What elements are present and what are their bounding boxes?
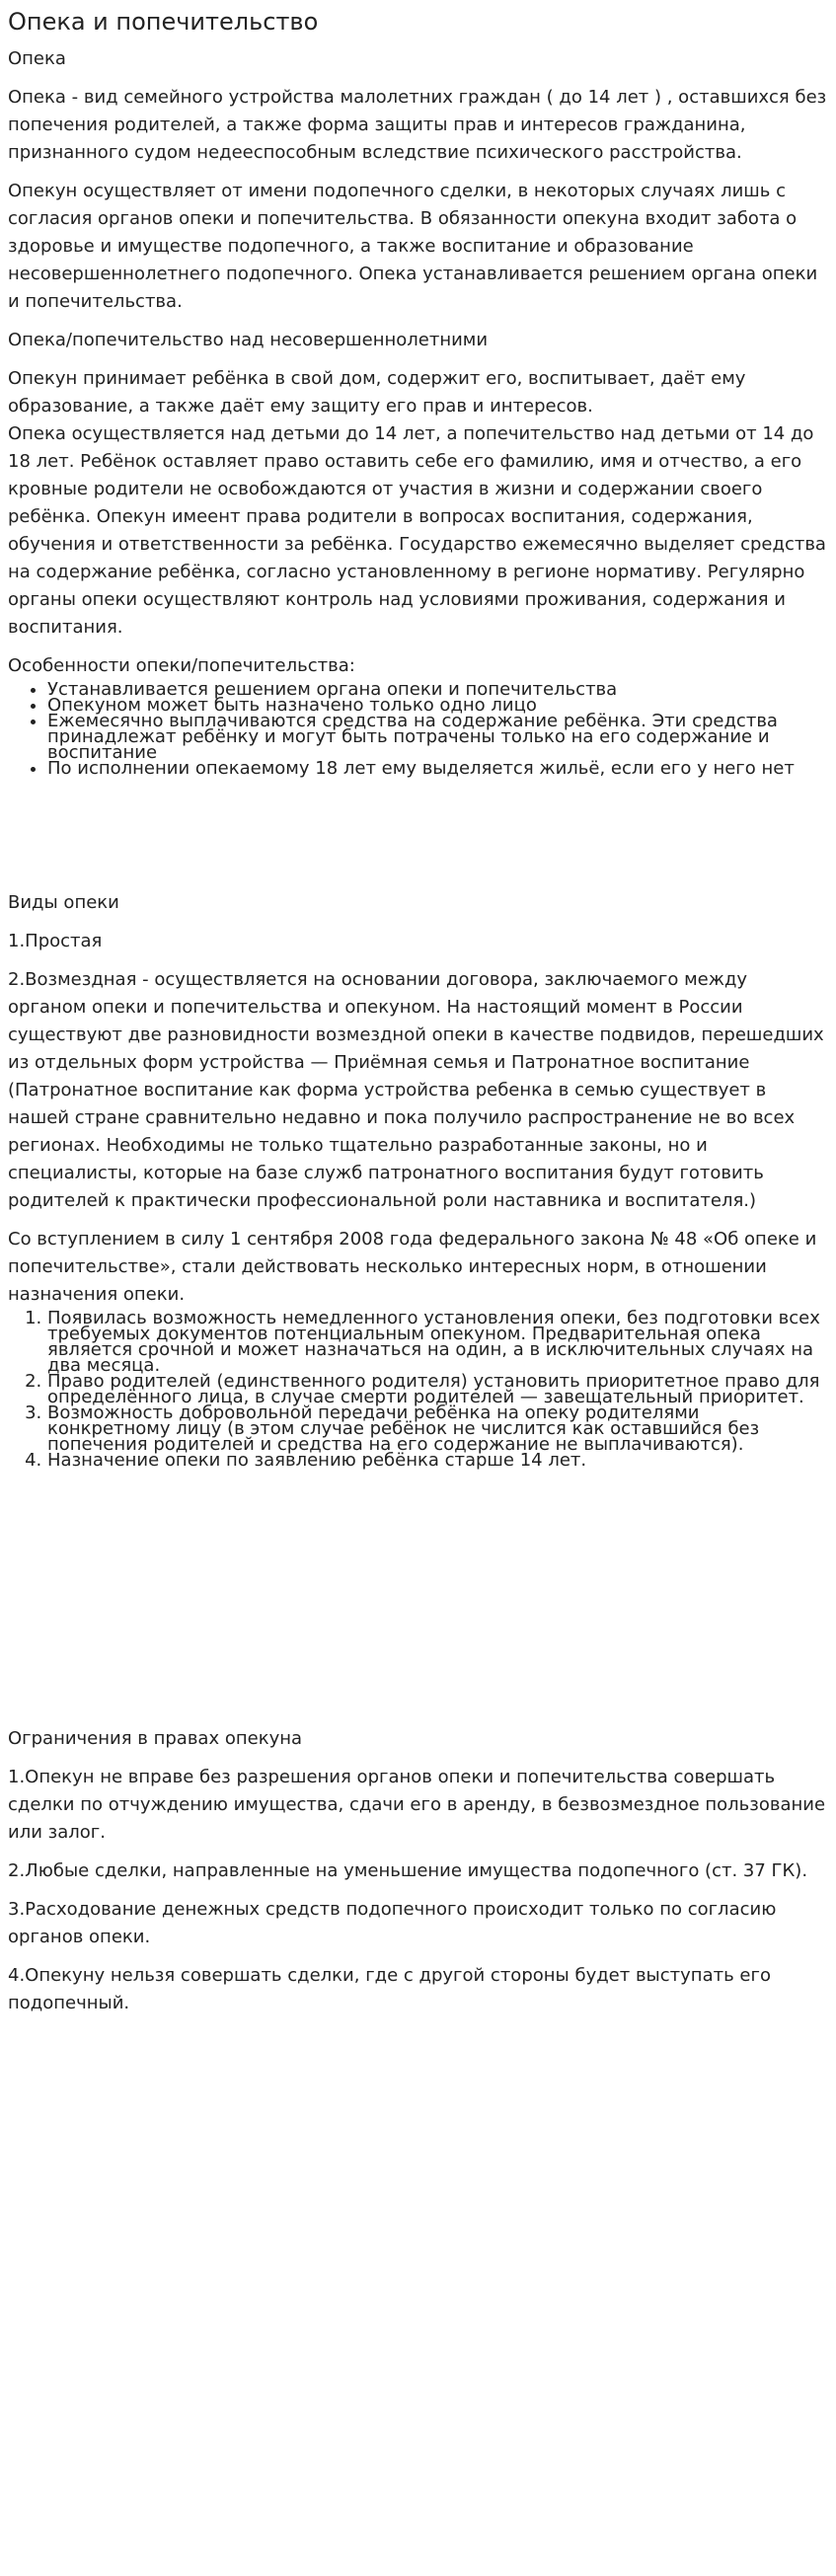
list-item: • По исполнении опекаемому 18 лет ему выделяется жильё, если его у него нет [47,761,827,777]
paragraph: Опекун принимает ребёнка в свой дом, содержит его, воспитывает, даёт ему образование, а также даёт ему защиту его прав и интересов. [8,368,746,417]
page-title: Опека и попечительство [8,8,319,36]
paragraph: 2.Возмездная - осуществляется на основании договора, заключаемого между органом опеки и попечительства и опекуном. На настоящий момент в России существуют две разновидности возмездной опеки в качестве подвидов, перешедших из отдельных форм устройства — Приёмная семья и Патронатное воспитание (Патронатное воспитание как форма устройства ребенка в семью существует в нашей стране сравнительно недавно и пока получило распространение не во всех регионах. Необходимы не только тщательно разработанные законы, но и специалисты, которые на базе служб патронатного воспитания будут готовить родителей к практически профессиональной роли наставника и воспитателя.) [8,969,824,1211]
list-item: 3. Возможность добровольной передачи ребёнка на опеку родителями конкретному лицу (в этом случае ребёнок не числится как оставшийся без попечения родителей и средства на его содержание не выплачиваются). [47,1405,827,1453]
list-item: • Устанавливается решением органа опеки и попечительства [47,682,827,698]
document [8,0,827,2028]
section-heading-guardianship: Опека [8,48,66,69]
list-item: 2. Право родителей (единственного родителя) установить приоритетное право для определённого лица, в случае смерти родителей — завещательный приоритет. [47,1374,827,1405]
paragraph: Опека осуществляется над детьми до 14 лет, а попечительство над детьми от 14 до 18 лет. Ребёнок оставляет право оставить себе его фамилию, имя и отчество, а его кровные родители не освобождаются от участия в жизни и содержании своего ребёнка. Опекун имеент права родители в вопросах воспитания, содержания, обучения и ответственности за ребёнка. Государство ежемесячно выделяет средства на содержание ребёнка, согласно установленному в регионе нормативу. Регулярно органы опеки осуществляют контроль над условиями проживания, содержания и воспитания. [8,423,826,638]
paragraph: Со вступлением в силу 1 сентября 2008 года федерального закона № 48 «Об опеке и попечительстве», стали действовать несколько интересных норм, в отношении назначения опеки. [8,1229,817,1305]
law-items-list [8,1308,827,1471]
section-heading-types: Виды опеки [8,892,119,913]
paragraph: 4.Опекуну нельзя совершать сделки, где с другой стороны будет выступать его подопечный. [8,1965,771,2013]
paragraph: 3.Расходование денежных средств подопечного происходит только по согласию органов опеки. [8,1899,777,1947]
spacer [8,777,827,889]
section-heading-restrictions: Ограничения в правах опекуна [8,1728,303,1749]
paragraph: 1.Простая [8,931,103,951]
paragraph: 1.Опекун не вправе без разрешения органов опеки и попечительства совершать сделки по отчуждению имущества, сдачи его в аренду, в безвозмездное пользование или залог. [8,1767,826,1843]
spacer [8,1469,827,1725]
paragraph: 2.Любые сделки, направленные на уменьшение имущества подопечного (ст. 37 ГК). [8,1860,808,1881]
subheading-minors: Опека/попечительство над несовершеннолетними [8,330,489,350]
features-heading: Особенности опеки/попечительства: [8,655,355,676]
paragraph: Опека - вид семейного устройства малолетних граждан ( до 14 лет ) , оставшихся без попечения родителей, а также форма защиты прав и интересов гражданина, признанного судом недееспособным вследствие психического расстройства. [8,87,827,163]
list-item: 4. Назначение опеки по заявлению ребёнка старше 14 лет. [47,1453,827,1469]
list-item: 1. Появилась возможность немедленного установления опеки, без подготовки всех требуемых документов потенциальным опекуном. Предварительная опека является срочной и может назначаться на один, а в исключительных случаях на два месяца. [47,1311,827,1374]
list-item: • Ежемесячно выплачиваются средства на содержание ребёнка. Эти средства принадлежат ребёнку и могут быть потрачены только на его содержание и воспитание [47,714,827,761]
features-list [8,679,827,779]
list-item: • Опекуном может быть назначено только одно лицо [47,698,827,714]
paragraph: Опекун осуществляет от имени подопечного сделки, в некоторых случаях лишь с согласия органов опеки и попечительства. В обязанности опекуна входит забота о здоровье и имуществе подопечного, а также воспитание и образование несовершеннолетнего подопечного. Опека устанавливается решением органа опеки и попечительства. [8,181,818,312]
